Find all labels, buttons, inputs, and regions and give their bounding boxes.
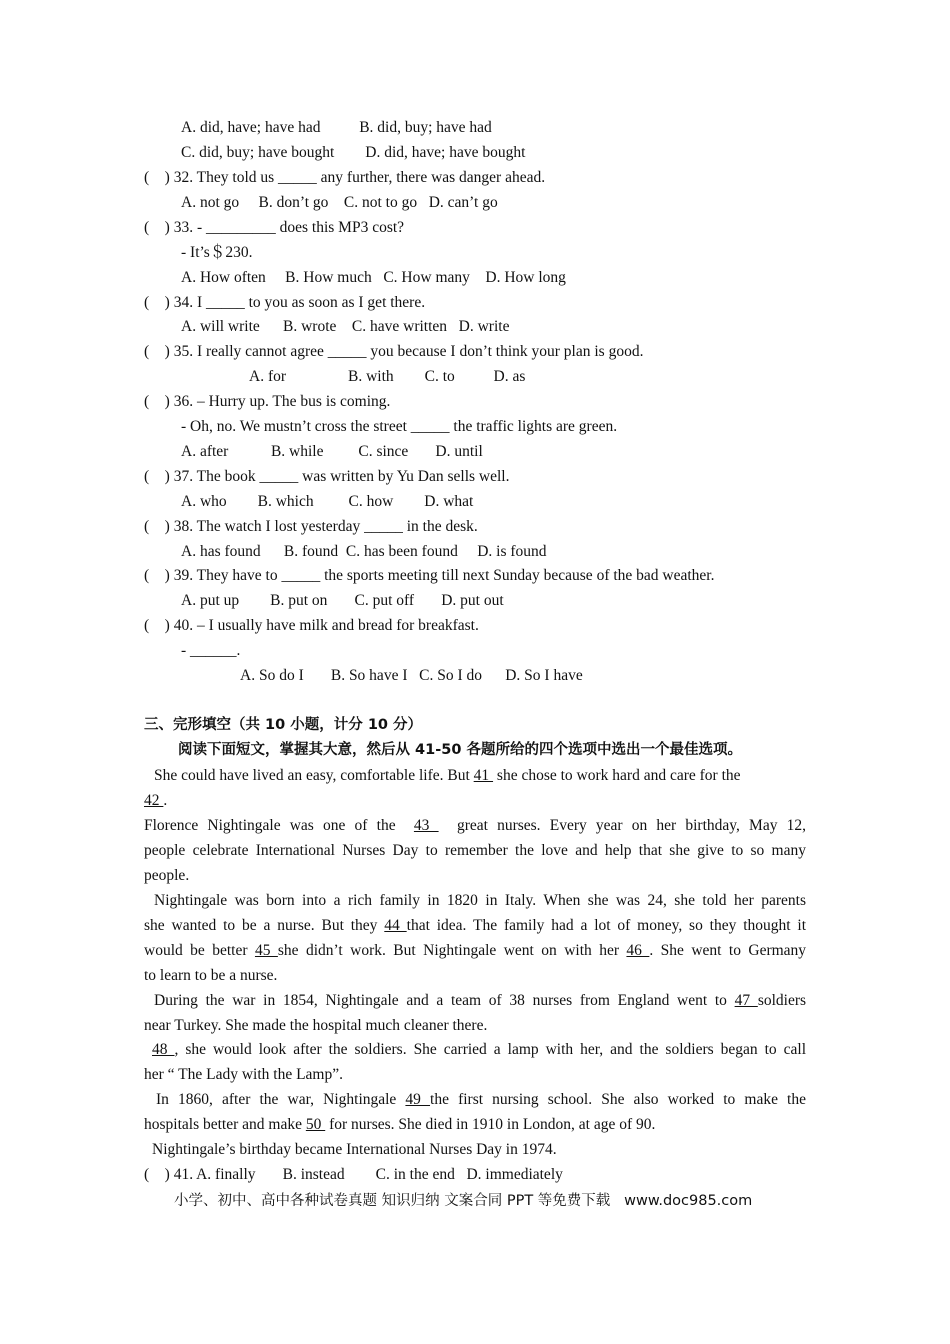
- section-instruction: 阅读下面短文，掌握其大意，然后从 41-50 各题所给的四个选项中选出一个最佳选项。: [178, 742, 742, 758]
- q39-stem: ( ) 39. They have to _____ the sports meeting till next Sunday because of the bad weather.: [144, 567, 715, 584]
- q33-options: A. How often B. How much C. How many D. How long: [181, 269, 566, 286]
- blank-44: 44: [384, 917, 407, 934]
- passage-line: hospitals better and make 50 for nurses. She died in 1910 in London, at age of 90.: [144, 1116, 656, 1133]
- passage-line: people celebrate International Nurses Day to remember the love and help that she give to so many: [144, 842, 806, 859]
- q40-options: A. So do I B. So have I C. So I do D. So I have: [240, 667, 583, 684]
- q37-stem: ( ) 37. The book _____ was written by Yu Dan sells well.: [144, 468, 510, 485]
- passage-line: Florence Nightingale was one of the 43 great nurses. Every year on her birthday, May 12,: [144, 817, 807, 834]
- q37-options: A. who B. which C. how D. what: [181, 493, 474, 510]
- passage-line: her “ The Lady with the Lamp”.: [144, 1066, 343, 1083]
- passage-line: she wanted to be a nurse. But they 44 that idea. The family had a lot of money, so they thought it: [144, 917, 807, 934]
- q39-options: A. put up B. put on C. put off D. put out: [181, 592, 504, 609]
- q32-options: A. not go B. don’t go C. not to go D. can’t go: [181, 194, 498, 211]
- blank-47: 47: [734, 992, 758, 1009]
- blank-43: 43: [413, 817, 439, 834]
- passage-line: 48 , she would look after the soldiers. She carried a lamp with her, and the soldiers began to call: [152, 1041, 807, 1058]
- q34-options: A. will write B. wrote C. have written D. write: [181, 318, 510, 335]
- passage-line: Nightingale’s birthday became International Nurses Day in 1974.: [152, 1141, 557, 1158]
- q32-stem: ( ) 32. They told us _____ any further, there was danger ahead.: [144, 169, 546, 186]
- blank-46: 46: [626, 942, 650, 959]
- passage-line: 42 .: [144, 792, 168, 809]
- q33-reply: - It’s＄230.: [181, 244, 253, 261]
- passage-line: near Turkey. She made the hospital much cleaner there.: [144, 1017, 488, 1034]
- blank-48: 48: [152, 1041, 175, 1058]
- q36-stem: ( ) 36. – Hurry up. The bus is coming.: [144, 393, 391, 410]
- q40-reply: - ______.: [181, 642, 241, 659]
- blank-45: 45: [254, 942, 278, 959]
- passage-line: During the war in 1854, Nightingale and a team of 38 nurses from England went to 47 soldiers: [154, 992, 807, 1009]
- q36-options: A. after B. while C. since D. until: [181, 443, 483, 460]
- blank-42: 42: [144, 792, 164, 809]
- passage-line: Nightingale was born into a rich family in 1820 in Italy. When she was 24, she told her parents: [154, 892, 806, 909]
- q34-stem: ( ) 34. I _____ to you as soon as I get there.: [144, 294, 426, 311]
- q33-stem: ( ) 33. - _________ does this MP3 cost?: [144, 219, 405, 236]
- passage-line: In 1860, after the war, Nightingale 49 the first nursing school. She also worked to make the: [156, 1091, 806, 1108]
- blank-49: 49: [405, 1091, 431, 1108]
- q35-options: A. for B. with C. to D. as: [249, 368, 526, 385]
- q41-line: ( ) 41. A. finally B. instead C. in the end D. immediately: [144, 1166, 563, 1183]
- passage-line: She could have lived an easy, comfortable life. But 41 she chose to work hard and care for the: [154, 767, 741, 784]
- passage-line: people.: [144, 867, 190, 884]
- q35-stem: ( ) 35. I really cannot agree _____ you because I don’t think your plan is good.: [144, 343, 644, 360]
- passage-line: would be better 45 she didn’t work. But Nightingale went on with her 46 . She went to Germany: [144, 942, 807, 959]
- q38-stem: ( ) 38. The watch I lost yesterday _____ in the desk.: [144, 518, 478, 535]
- q36-reply: - Oh, no. We mustn’t cross the street _____ the traffic lights are green.: [181, 418, 618, 435]
- blank-41: 41: [473, 767, 494, 784]
- q40-stem: ( ) 40. – I usually have milk and bread for breakfast.: [144, 617, 479, 634]
- q38-options: A. has found B. found C. has been found D. is found: [181, 543, 547, 560]
- q31-options-cd: C. did, buy; have bought D. did, have; have bought: [181, 144, 526, 161]
- passage-line: to learn to be a nurse.: [144, 967, 278, 984]
- footer-text: 小学、初中、高中各种试卷真题 知识归纳 文案合同 PPT 等免费下载 www.doc985.com: [174, 1193, 753, 1209]
- section-heading: 三、完形填空（共 10 小题，计分 10 分）: [144, 717, 423, 733]
- q31-options-ab: A. did, have; have had B. did, buy; have had: [181, 119, 492, 136]
- blank-50: 50: [305, 1116, 326, 1133]
